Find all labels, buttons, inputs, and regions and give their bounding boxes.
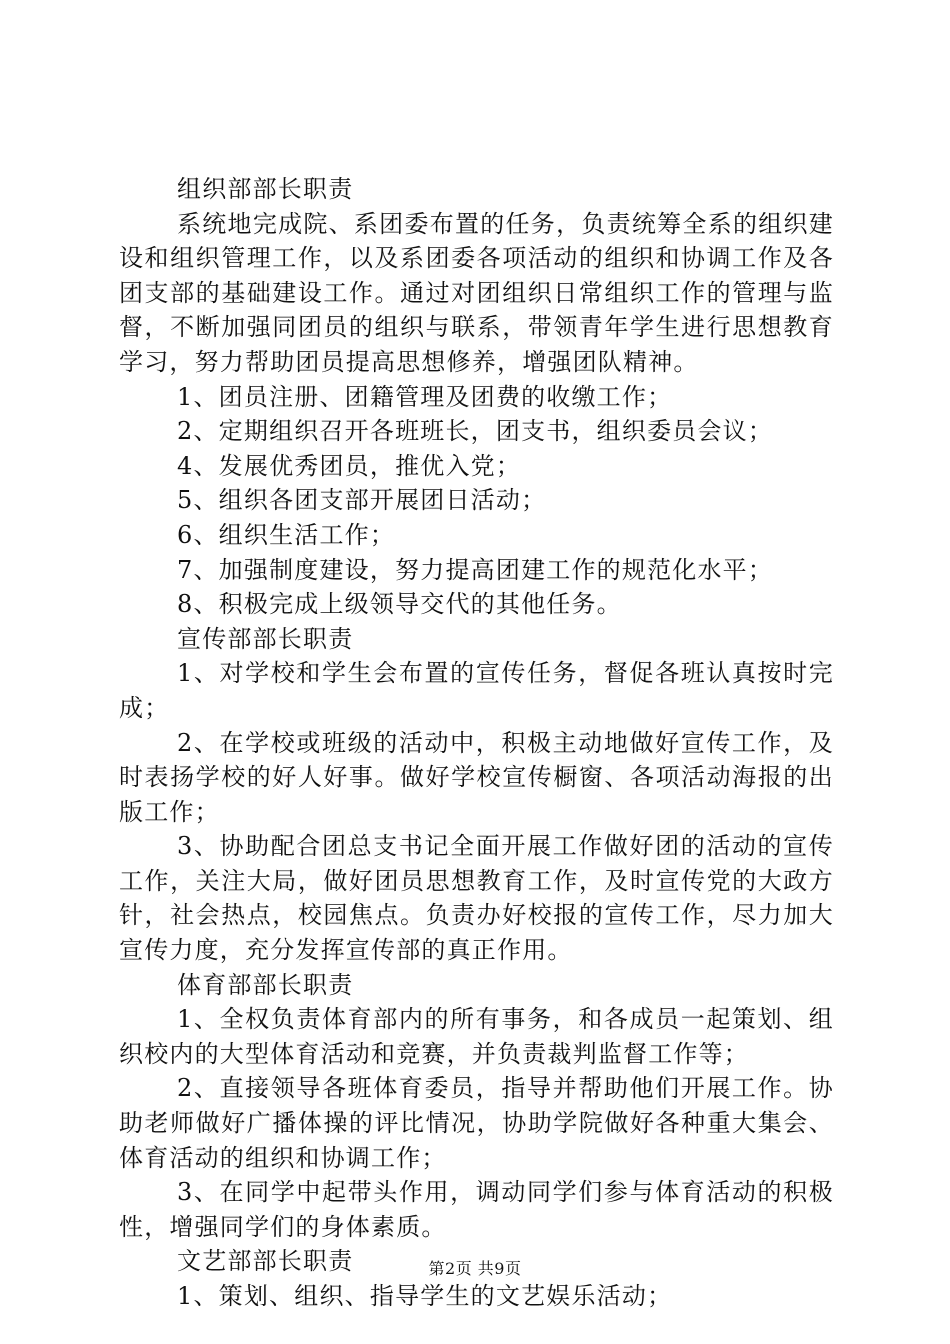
list-item: 3、协助配合团总支书记全面开展工作做好团的活动的宣传工作，关注大局，做好团员思想教育工作，及时宣传党的大政方针，社会热点，校园焦点。负责办好校报的宣传工作，尽力加大宣传力度，充分发挥宣传部的真正作用。 <box>119 832 834 965</box>
list-item: 8、积极完成上级领导交代的其他任务。 <box>177 590 622 619</box>
section-organization <box>119 172 834 622</box>
list-item: 4、发展优秀团员，推优入党； <box>177 451 522 480</box>
list-item: 1、对学校和学生会布置的宣传任务，督促各班认真按时完成； <box>119 659 834 722</box>
list-item: 5、组织各团支部开展团日活动； <box>177 486 547 515</box>
section-heading: 组织部部长职责 <box>177 175 354 203</box>
paragraph: 系统地完成院、系团委布置的任务，负责统筹全系的组织建设和组织管理工作，以及系团委各项活动的组织和协调工作及各团支部的基础建设工作。通过对团组织日常组织工作的管理与监督，不断加强同团员的组织与联系，带领青年学生进行思想教育学习，努力帮助团员提高思想修养，增强团队精神。 <box>119 209 834 376</box>
list-item: 1、策划、组织、指导学生的文艺娱乐活动； <box>177 1282 673 1310</box>
section-heading: 宣传部部长职责 <box>177 624 354 653</box>
section-heading: 文艺部部长职责 <box>177 1247 354 1276</box>
list-item: 6、组织生活工作； <box>177 520 396 549</box>
list-item: 7、加强制度建设，努力提高团建工作的规范化水平； <box>177 555 774 584</box>
list-item: 2、在学校或班级的活动中，积极主动地做好宣传工作，及时表扬学校的好人好事。做好学校宣传橱窗、各项活动海报的出版工作； <box>119 728 834 826</box>
section-sports <box>119 968 834 1245</box>
list-item: 1、团员注册、团籍管理及团费的收缴工作； <box>177 382 673 411</box>
section-arts <box>119 1244 834 1313</box>
section-heading: 体育部部长职责 <box>177 970 354 999</box>
section-publicity <box>119 622 834 968</box>
list-item: 2、定期组织召开各班班长，团支书，组织委员会议； <box>177 417 774 446</box>
list-item: 3、在同学中起带头作用，调动同学们参与体育活动的积极性，增强同学们的身体素质。 <box>119 1178 834 1241</box>
page-number: 第2页 共9页 <box>428 1259 522 1278</box>
list-item: 1、全权负责体育部内的所有事务，和各成员一起策划、组织校内的大型体育活动和竞赛，并负责裁判监督工作等； <box>119 1005 834 1068</box>
document-body <box>119 172 834 1314</box>
list-item: 2、直接领导各班体育委员，指导并帮助他们开展工作。协助老师做好广播体操的评比情况，协助学院做好各种重大集会、体育活动的组织和协调工作； <box>119 1074 834 1172</box>
